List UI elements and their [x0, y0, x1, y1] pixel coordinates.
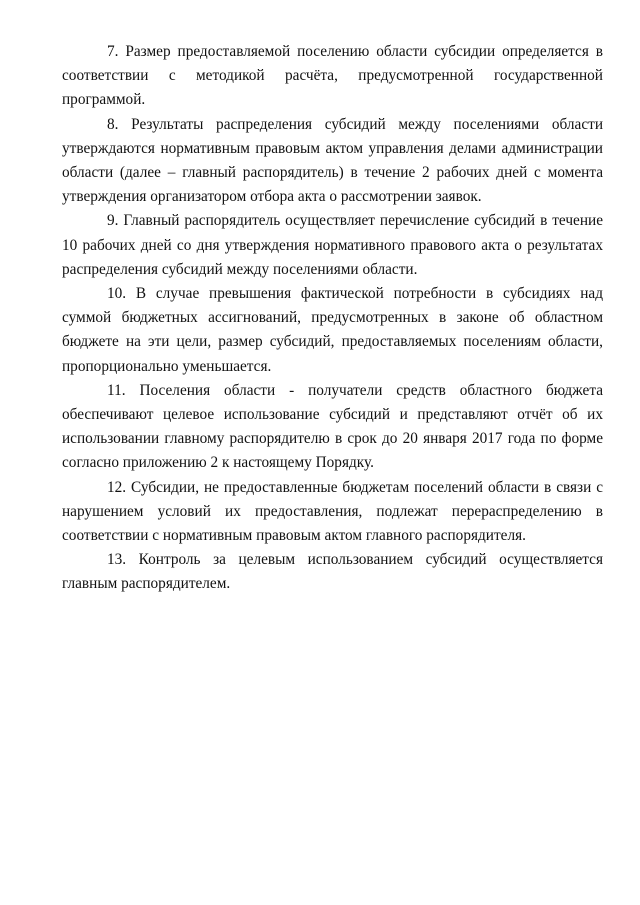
paragraph-10: 10. В случае превышения фактической потребности в субсидиях над суммой бюджетных ассигнований, предусмотренных в законе об областном бюджете на эти цели, размер субсидий, предоставляемых поселениям области, пропорционально уменьшается.	[62, 285, 603, 375]
paragraph-11: 11. Поселения области - получатели средств областного бюджета обеспечивают целевое использование субсидий и представляют отчёт об их использовании главному распорядителю в срок до 20 января 2017 года по форме согласно приложению 2 к настоящему Порядку.	[62, 381, 603, 472]
paragraph-8: 8. Результаты распределения субсидий между поселениями области утверждаются нормативным правовым актом управления делами администрации области (далее – главный распорядитель) в течение 2 рабочих дней с момента утверждения организатором отбора акта о рассмотрении заявок.	[62, 115, 603, 206]
paragraph-12: 12. Субсидии, не предоставленные бюджетам поселений области в связи с нарушением условий их предоставления, подлежат перераспределению в соответствии с нормативным правовым актом главного распорядителя.	[62, 478, 603, 545]
paragraph-13: 13. Контроль за целевым использованием субсидий осуществляется главным распорядителем.	[62, 551, 603, 593]
paragraph-7: 7. Размер предоставляемой поселению области субсидии определяется в соответствии с методикой расчёта, предусмотренной государственной программой.	[62, 43, 603, 109]
paragraph-9: 9. Главный распорядитель осуществляет перечисление субсидий в течение 10 рабочих дней со дня утверждения нормативного правового акта о результатах распределения субсидий между поселениями области.	[62, 212, 603, 278]
document-body	[62, 40, 603, 597]
